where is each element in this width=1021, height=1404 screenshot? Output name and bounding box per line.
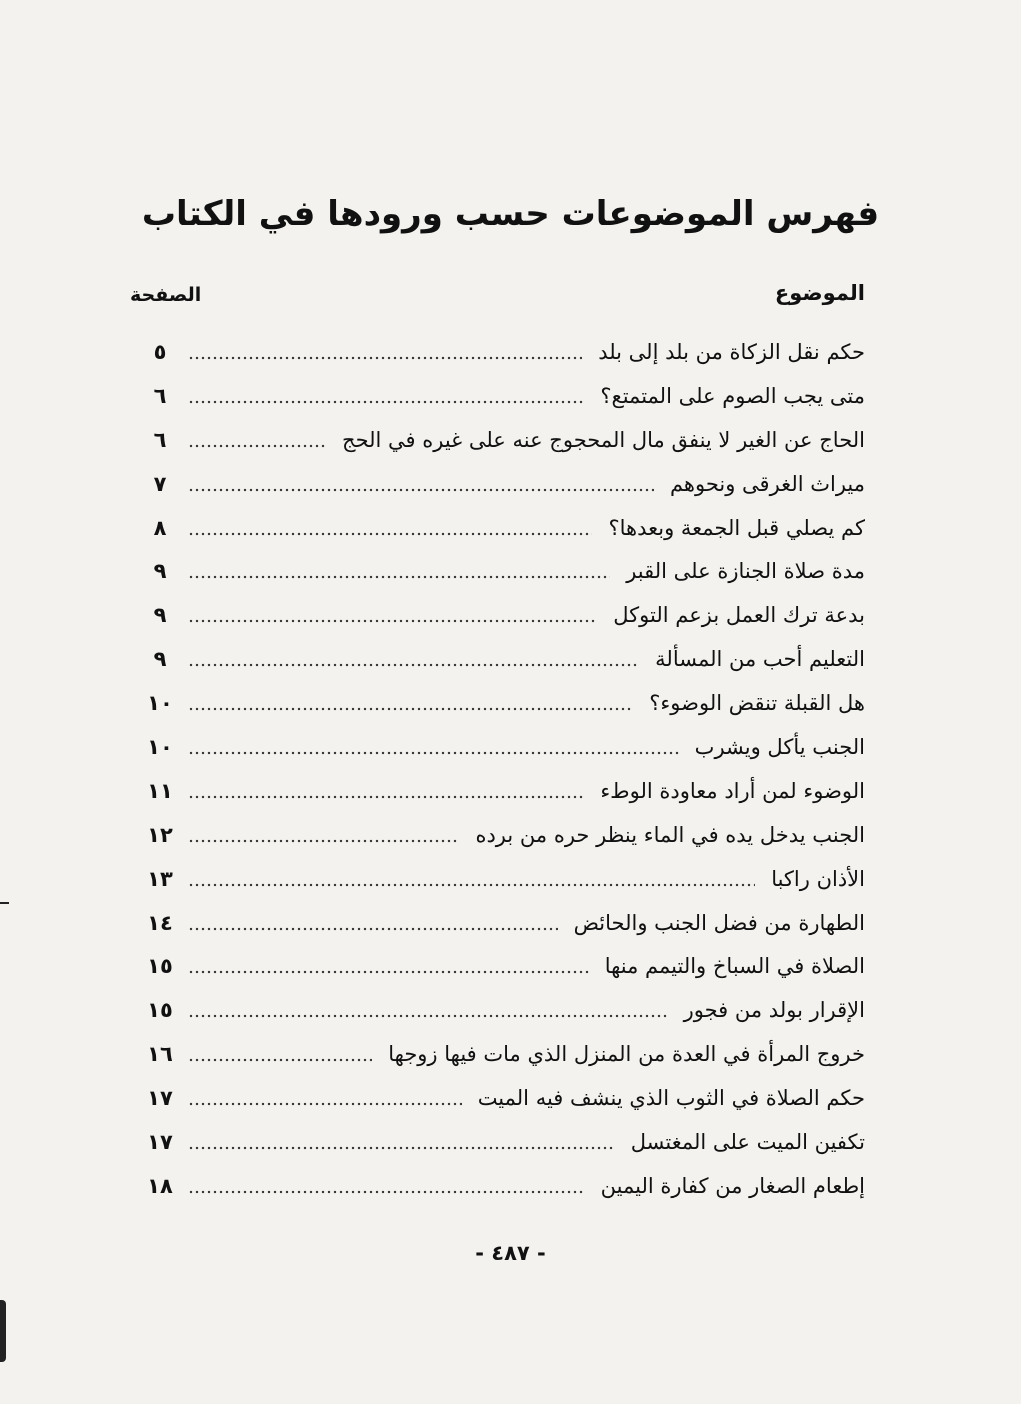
dot-leader bbox=[188, 1013, 668, 1019]
toc-entry-page: ١١ bbox=[147, 778, 173, 803]
dot-leader bbox=[188, 706, 633, 712]
dot-leader bbox=[188, 1101, 462, 1107]
dot-leader bbox=[188, 355, 582, 361]
scan-edge-mark bbox=[0, 902, 9, 904]
toc-entry-page: ٦ bbox=[153, 383, 167, 408]
toc-entry-page: ٩ bbox=[153, 603, 167, 628]
toc-entry bbox=[140, 769, 865, 813]
toc-entry-topic: التعليم أحب من المسألة bbox=[655, 647, 865, 672]
toc-entry-topic: ميراث الغرقى ونحوهم bbox=[669, 471, 865, 496]
toc-entry bbox=[140, 725, 865, 769]
toc-entry bbox=[140, 506, 865, 550]
toc-entry bbox=[140, 330, 865, 374]
toc-entry-topic: مدة صلاة الجنازة على القبر bbox=[626, 559, 865, 584]
toc-entry bbox=[140, 1032, 865, 1076]
toc-entry-topic: الوضوء لمن أراد معاودة الوطء bbox=[600, 778, 865, 803]
toc-entry-topic: الإقرار بولد من فجور bbox=[683, 998, 865, 1023]
toc-entry-page: ٩ bbox=[153, 647, 167, 672]
toc-entry bbox=[140, 944, 865, 988]
toc-entry-topic: الجنب يدخل يده في الماء ينظر حره من برده bbox=[475, 822, 865, 847]
dot-leader bbox=[188, 1145, 615, 1151]
toc-entry-topic: الجنب يأكل ويشرب bbox=[694, 734, 865, 759]
page-number: - ٤٨٧ - bbox=[475, 1241, 546, 1265]
toc-entry-topic: حكم الصلاة في الثوب الذي ينشف فيه الميت bbox=[477, 1086, 865, 1111]
dot-leader bbox=[188, 531, 592, 537]
toc-entry-topic: الطهارة من فضل الجنب والحائض bbox=[573, 910, 865, 935]
dot-leader bbox=[188, 750, 679, 756]
toc-entry-page: ١٨ bbox=[147, 1173, 173, 1198]
dot-leader bbox=[188, 926, 558, 932]
toc-entry bbox=[140, 593, 865, 637]
dot-leader bbox=[188, 794, 584, 800]
toc-entry-page: ١٤ bbox=[147, 910, 173, 935]
toc-entry-page: ١٠ bbox=[147, 734, 173, 759]
toc-entry bbox=[140, 374, 865, 418]
dot-leader bbox=[188, 443, 326, 449]
dot-leader bbox=[188, 838, 459, 844]
toc-entry-page: ٩ bbox=[153, 559, 167, 584]
toc-entry-page: ١٣ bbox=[147, 866, 173, 891]
toc-entry-page: ١٧ bbox=[147, 1086, 173, 1111]
table-of-contents bbox=[140, 330, 865, 1208]
dot-leader bbox=[188, 574, 610, 580]
toc-entry-topic: تكفين الميت على المغتسل bbox=[630, 1129, 865, 1154]
toc-entry bbox=[140, 988, 865, 1032]
page-column-header: الصفحة bbox=[130, 284, 202, 306]
toc-entry-topic: الأذان راكبا bbox=[771, 866, 865, 891]
toc-entry-topic: إطعام الصغار من كفارة اليمين bbox=[600, 1173, 865, 1198]
toc-entry bbox=[140, 1164, 865, 1208]
toc-entry bbox=[140, 1076, 865, 1120]
dot-leader bbox=[188, 618, 597, 624]
toc-entry bbox=[140, 901, 865, 945]
toc-entry-page: ١٦ bbox=[147, 1042, 173, 1067]
toc-entry-page: ١٥ bbox=[147, 998, 173, 1023]
scan-edge-mark bbox=[0, 1300, 6, 1362]
toc-entry-page: ٧ bbox=[153, 471, 167, 496]
toc-entry-topic: حكم نقل الزكاة من بلد إلى بلد bbox=[598, 339, 865, 364]
dot-leader bbox=[188, 969, 589, 975]
dot-leader bbox=[188, 1057, 372, 1063]
toc-entry-topic: كم يصلي قبل الجمعة وبعدها؟ bbox=[608, 515, 865, 540]
toc-entry-topic: الصلاة في السباخ والتيمم منها bbox=[604, 954, 865, 979]
dot-leader bbox=[188, 882, 755, 888]
dot-leader bbox=[188, 399, 584, 405]
toc-entry bbox=[140, 857, 865, 901]
toc-entry-page: ١٥ bbox=[147, 954, 173, 979]
toc-entry bbox=[140, 462, 865, 506]
toc-entry-topic: بدعة ترك العمل بزعم التوكل bbox=[613, 603, 865, 628]
topic-column-header: الموضوع bbox=[774, 281, 865, 305]
toc-entry-topic: هل القبلة تنقض الوضوء؟ bbox=[649, 691, 865, 716]
toc-entry-page: ١٧ bbox=[147, 1129, 173, 1154]
toc-entry-page: ٨ bbox=[153, 515, 167, 540]
toc-entry bbox=[140, 681, 865, 725]
dot-leader bbox=[188, 1189, 585, 1195]
dot-leader bbox=[188, 487, 654, 493]
toc-entry-topic: خروج المرأة في العدة من المنزل الذي مات فيها زوجها bbox=[388, 1042, 865, 1067]
toc-entry-topic: متى يجب الصوم على المتمتع؟ bbox=[600, 383, 865, 408]
page-title: فهرس الموضوعات حسب ورودها في الكتاب bbox=[141, 194, 880, 234]
toc-entry bbox=[140, 1120, 865, 1164]
toc-entry-page: ٦ bbox=[153, 427, 167, 452]
toc-entry-page: ٥ bbox=[153, 339, 167, 364]
toc-entry bbox=[140, 418, 865, 462]
toc-entry bbox=[140, 549, 865, 593]
toc-entry bbox=[140, 813, 865, 857]
toc-entry-page: ١٠ bbox=[147, 691, 173, 716]
toc-entry-topic: الحاج عن الغير لا ينفق مال المحجوج عنه على غيره في الحج bbox=[342, 427, 865, 452]
dot-leader bbox=[188, 662, 639, 668]
toc-entry bbox=[140, 637, 865, 681]
toc-entry-page: ١٢ bbox=[147, 822, 173, 847]
